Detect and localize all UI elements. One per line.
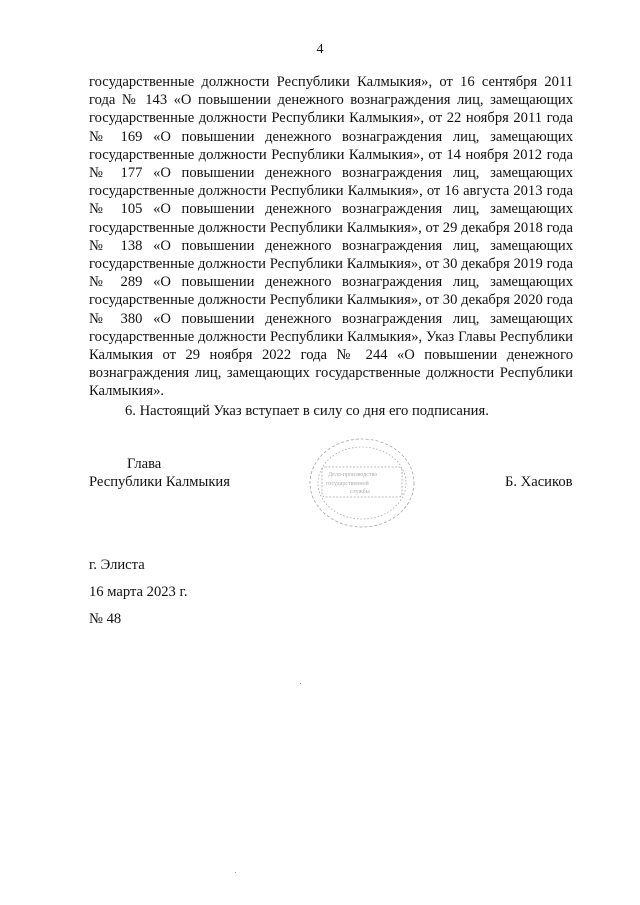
signatory-name: Б. Хасиков bbox=[505, 474, 573, 490]
stamp-text-line2: государственной bbox=[326, 481, 369, 487]
decree-number: № 48 bbox=[89, 611, 122, 627]
scan-speck bbox=[300, 683, 301, 684]
signatory-title-line2: Республики Калмыкия bbox=[89, 474, 230, 490]
date-of-signing: 16 марта 2023 г. bbox=[89, 584, 188, 600]
scan-speck bbox=[235, 872, 236, 873]
official-stamp-seal bbox=[300, 433, 420, 533]
place-of-signing: г. Элиста bbox=[89, 557, 145, 573]
document-body bbox=[89, 73, 573, 420]
paragraph-continuation: государственные должности Республики Калмыкия», от 16 сентября 2011 года № 143 «О повышении денежного вознаграждения лиц, замещающих государственные должности Республики Калмыкия», от 22 ноября 2011 года № 169 «О повышении денежного вознаграждения лиц, замещающих государственные должности Республики Калмыкия», от 14 ноября 2012 года № 177 «О повышении денежного вознаграждения лиц, замещающих государственные должности Республики Калмыкия», от 16 августа 2013 года № 105 «О повышении денежного вознаграждения лиц, замещающих государственные должности Республики Калмыкия», от 29 декабря 2018 года № 138 «О повышении денежного вознаграждения лиц, замещающих государственные должности Республики Калмыкия», от 30 декабря 2019 года № 289 «О повышении денежного вознаграждения лиц, замещающих государственные должности Республики Калмыкия», от 30 декабря 2020 года № 380 «О повышении денежного вознаграждения лиц, замещающих государственные должности Республики Калмыкия», Указ Главы Республики Калмыкия от 29 ноября 2022 года № 244 «О повышении денежного вознаграждения лиц, замещающих государственные должности Республики Калмыкия». bbox=[89, 74, 573, 400]
page-number: 4 bbox=[316, 42, 324, 57]
stamp-text-line3: службы bbox=[350, 489, 370, 495]
stamp-text-line1: Дело-производство bbox=[328, 472, 378, 478]
signatory-title-line1: Глава bbox=[127, 456, 162, 472]
clause-6: 6. Настоящий Указ вступает в силу со дня его подписания. bbox=[125, 402, 489, 419]
